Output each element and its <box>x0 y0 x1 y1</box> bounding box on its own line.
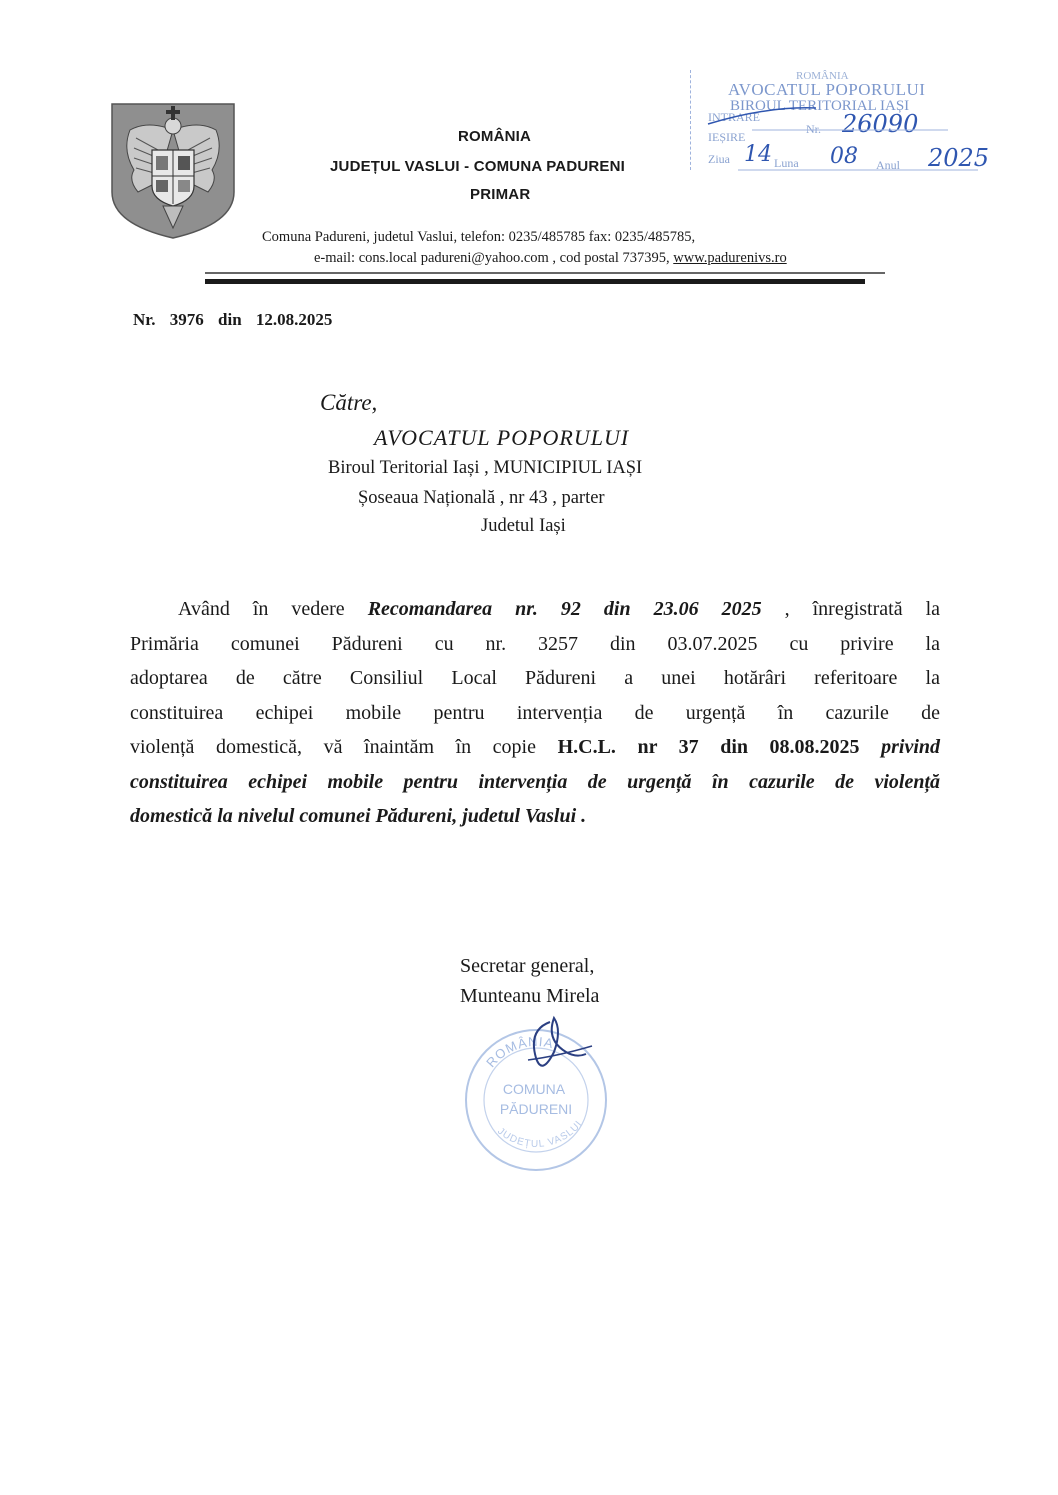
stamp-lines <box>688 66 988 178</box>
seal-commune-label: COMUNA <box>502 1081 566 1097</box>
seal-bottom-text: JUDEȚUL VASLUI <box>495 1118 585 1150</box>
body-l1-tail: , înregistrată la <box>761 598 940 620</box>
doc-din-label: din <box>218 310 242 329</box>
signatory-name: Munteanu Mirela <box>460 985 600 1007</box>
header-divider-thick <box>205 279 865 284</box>
header-office: PRIMAR <box>470 186 531 203</box>
stamp-out-label: IEȘIRE <box>708 130 746 144</box>
contact-line-2 <box>314 250 787 267</box>
stamp-nr-label: Nr. <box>806 122 821 136</box>
letter-body <box>130 592 940 834</box>
header-country: ROMÂNIA <box>458 128 532 145</box>
addressee-line-3: Judetul Iași <box>481 516 566 536</box>
contact-line-1: Comuna Padureni, judetul Vaslui, telefon: 0235/485785 fax: 0235/485785, <box>262 229 696 245</box>
coat-of-arms-emblem <box>108 100 238 240</box>
stamp-year-label: Anul <box>876 158 900 172</box>
stamp-nr-value: 26090 <box>842 110 919 138</box>
seal-top-text: ROMÂNIA <box>483 1033 556 1071</box>
header-divider-thin <box>205 272 885 274</box>
contact-email-postal: e-mail: cons.local padureni@yahoo.com , cod postal 737395, <box>314 250 674 266</box>
body-line-5 <box>130 730 940 765</box>
seal-commune-name: PĂDURENI <box>499 1101 573 1117</box>
stamp-year-value: 2025 <box>928 144 990 172</box>
body-line-6: constituirea echipei mobile pentru intervenția de urgență în cazurile de violență <box>130 770 940 793</box>
body-line-7: domestică la nivelul comunei Pădureni, judetul Vaslui . <box>130 805 587 827</box>
body-l5-tail: privind <box>859 736 941 758</box>
body-line-2: Primăria comunei Pădureni cu nr. 3257 din 03.07.2025 cu privire la <box>130 632 940 655</box>
registration-stamp <box>688 66 988 178</box>
doc-nr-label: Nr. <box>133 310 156 329</box>
doc-nr-value: 3976 <box>169 310 204 329</box>
stamp-day-value: 14 <box>744 142 772 167</box>
addressee-line-1: Biroul Teritorial Iași , MUNICIPIUL IAȘI <box>328 458 643 478</box>
stamp-country: ROMÂNIA <box>796 70 849 82</box>
body-l1-text: Având în vedere <box>178 598 368 620</box>
recommendation-reference: Recomandarea nr. 92 din 23.06 2025 <box>367 598 762 620</box>
stamp-month-value: 08 <box>830 144 858 169</box>
document-number <box>133 310 342 330</box>
header-county-commune: JUDEȚUL VASLUI - COMUNA PADURENI <box>330 158 626 175</box>
stamp-in-label: INTRARE <box>708 110 760 124</box>
addressee-line-2: Șoseaua Națională , nr 43 , parter <box>358 488 605 508</box>
stamp-institution: AVOCATUL POPORULUI <box>728 80 926 99</box>
official-seal <box>458 1000 618 1175</box>
addressee-name: AVOCATUL POPORULUI <box>374 425 630 450</box>
svg-text:JUDEȚUL VASLUI <box>495 1119 585 1150</box>
body-line-4: constituirea echipei mobile pentru intervenția de urgență în cazurile de <box>130 701 940 724</box>
salutation: Către, <box>320 390 378 415</box>
stamp-day-label: Ziua <box>708 152 730 166</box>
body-l5-text: violență domestică, vă înaintăm în copie <box>130 736 558 758</box>
body-line-1 <box>130 592 940 627</box>
signatory-title: Secretar general, <box>460 955 595 977</box>
body-line-3: adoptarea de către Consiliul Local Pădureni a unei hotărâri referitoare la <box>130 667 940 689</box>
website-link[interactable]: www.padurenivs.ro <box>673 250 787 266</box>
hcl-reference: H.C.L. nr 37 din 08.08.2025 <box>557 736 860 758</box>
stamp-office: BIROUL TERITORIAL IAȘI <box>730 98 910 114</box>
doc-date: 12.08.2025 <box>255 310 333 329</box>
stamp-month-label: Luna <box>774 156 799 170</box>
